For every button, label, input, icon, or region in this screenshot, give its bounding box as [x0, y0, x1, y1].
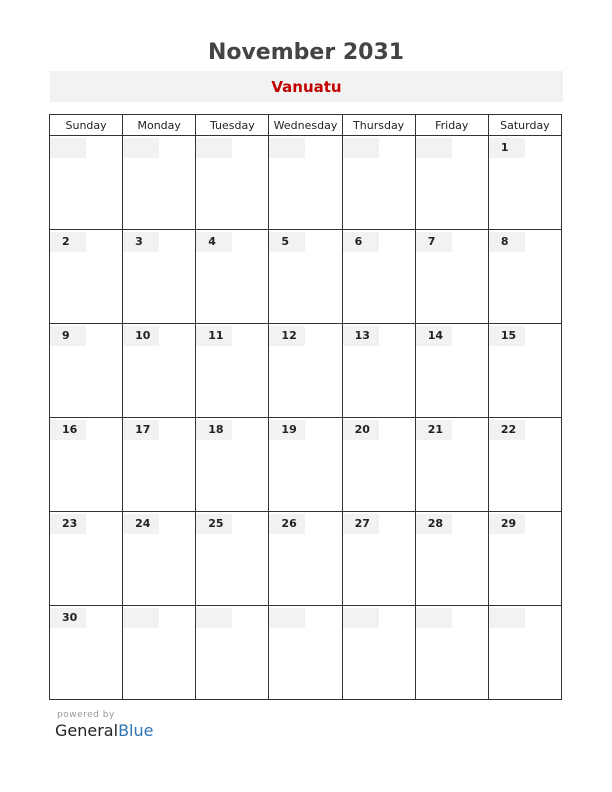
- day-cell: [269, 512, 342, 606]
- weekday-header-row: [50, 115, 562, 136]
- day-number: [269, 138, 305, 158]
- day-number: [416, 608, 452, 628]
- day-number: 25: [196, 514, 232, 534]
- day-number: 20: [343, 420, 379, 440]
- day-number: [196, 608, 232, 628]
- day-cell: [488, 606, 561, 700]
- week-row: [50, 512, 562, 606]
- weekday-header: Thursday: [342, 115, 415, 136]
- day-number: 12: [269, 326, 305, 346]
- day-cell: [196, 418, 269, 512]
- day-cell: [488, 418, 561, 512]
- day-cell: [415, 512, 488, 606]
- day-cell: [415, 230, 488, 324]
- day-cell: [415, 136, 488, 230]
- day-cell: [488, 230, 561, 324]
- weekday-header: Friday: [415, 115, 488, 136]
- day-cell: [342, 136, 415, 230]
- country-bar: [50, 71, 563, 102]
- week-row: [50, 230, 562, 324]
- day-cell: [50, 418, 123, 512]
- day-number: 24: [123, 514, 159, 534]
- day-cell: [342, 512, 415, 606]
- day-number: 1: [489, 138, 525, 158]
- country-name: Vanuatu: [271, 77, 342, 96]
- day-number: 19: [269, 420, 305, 440]
- day-number: 4: [196, 232, 232, 252]
- day-cell: [123, 324, 196, 418]
- day-number: 13: [343, 326, 379, 346]
- day-number: [343, 608, 379, 628]
- day-number: 15: [489, 326, 525, 346]
- day-number: 23: [50, 514, 86, 534]
- day-cell: [342, 418, 415, 512]
- day-number: 17: [123, 420, 159, 440]
- day-number: 10: [123, 326, 159, 346]
- weekday-header: Monday: [123, 115, 196, 136]
- week-row: [50, 136, 562, 230]
- day-cell: [123, 136, 196, 230]
- generalblue-logo[interactable]: [55, 721, 153, 740]
- day-cell: [415, 606, 488, 700]
- day-cell: [269, 136, 342, 230]
- day-cell: [196, 606, 269, 700]
- day-cell: [269, 230, 342, 324]
- day-number: 30: [50, 608, 86, 628]
- day-number: 7: [416, 232, 452, 252]
- week-row: [50, 418, 562, 512]
- page-title: November 2031: [207, 40, 405, 65]
- day-number: 6: [343, 232, 379, 252]
- day-cell: [123, 418, 196, 512]
- day-cell: [488, 136, 561, 230]
- day-number: 16: [50, 420, 86, 440]
- day-cell: [269, 418, 342, 512]
- day-cell: [488, 512, 561, 606]
- day-number: [123, 608, 159, 628]
- day-cell: [488, 324, 561, 418]
- day-number: 9: [50, 326, 86, 346]
- day-number: 27: [343, 514, 379, 534]
- day-cell: [415, 418, 488, 512]
- day-cell: [50, 512, 123, 606]
- day-cell: [50, 606, 123, 700]
- weekday-header: Sunday: [50, 115, 123, 136]
- weekday-header: Tuesday: [196, 115, 269, 136]
- day-number: [269, 608, 305, 628]
- day-number: [196, 138, 232, 158]
- weekday-header: Saturday: [488, 115, 561, 136]
- day-cell: [50, 136, 123, 230]
- day-cell: [196, 136, 269, 230]
- day-number: 14: [416, 326, 452, 346]
- day-number: [416, 138, 452, 158]
- day-number: 3: [123, 232, 159, 252]
- calendar-grid: [49, 114, 562, 700]
- powered-by-text: powered by: [57, 710, 115, 720]
- day-cell: [50, 230, 123, 324]
- day-number: [343, 138, 379, 158]
- day-cell: [123, 230, 196, 324]
- day-number: 5: [269, 232, 305, 252]
- day-cell: [342, 230, 415, 324]
- day-number: 18: [196, 420, 232, 440]
- day-number: [123, 138, 159, 158]
- day-cell: [342, 324, 415, 418]
- week-row: [50, 606, 562, 700]
- day-cell: [415, 324, 488, 418]
- day-number: 2: [50, 232, 86, 252]
- day-cell: [269, 324, 342, 418]
- weekday-header: Wednesday: [269, 115, 342, 136]
- week-row: [50, 324, 562, 418]
- day-number: 11: [196, 326, 232, 346]
- brand-general: General: [55, 721, 119, 740]
- day-cell: [196, 230, 269, 324]
- day-cell: [269, 606, 342, 700]
- day-number: 22: [489, 420, 525, 440]
- day-number: 28: [416, 514, 452, 534]
- day-number: [489, 608, 525, 628]
- day-cell: [50, 324, 123, 418]
- day-cell: [123, 606, 196, 700]
- day-cell: [342, 606, 415, 700]
- day-cell: [123, 512, 196, 606]
- day-number: 29: [489, 514, 525, 534]
- brand-blue: Blue: [118, 721, 154, 740]
- day-number: 21: [416, 420, 452, 440]
- day-number: 8: [489, 232, 525, 252]
- day-number: [50, 138, 86, 158]
- day-cell: [196, 324, 269, 418]
- day-cell: [196, 512, 269, 606]
- day-number: 26: [269, 514, 305, 534]
